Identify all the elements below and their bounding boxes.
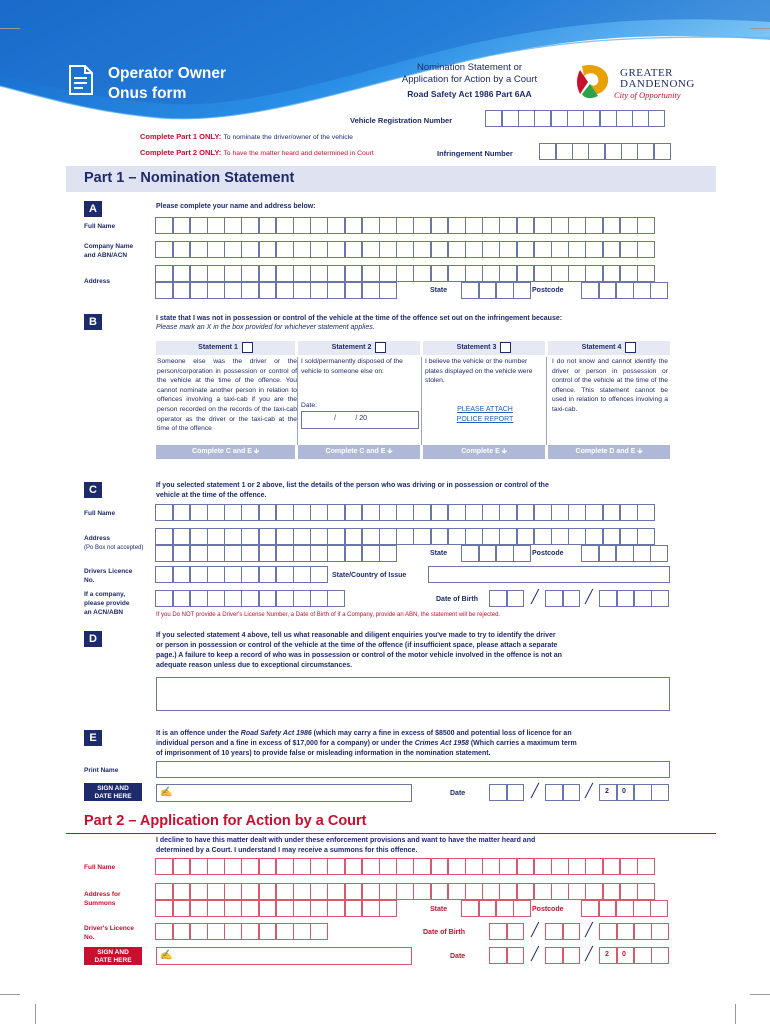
p2-licence-label: Driver's Licence No. [84, 925, 134, 941]
statement4-footer: Complete D and E 🡳 [548, 445, 670, 459]
a-address-label: Address [84, 278, 111, 285]
p2-state-boxes[interactable] [462, 900, 531, 917]
statement4-checkbox[interactable] [625, 342, 636, 353]
date-separator-icon: ╱ [531, 922, 539, 937]
c-licence-label: Drivers Licence No. [84, 568, 133, 584]
section-b-intro: I state that I was not in possession or control of the vehicle at the time of the offence set out on the infringement because: [156, 315, 563, 322]
e-date-year-boxes[interactable] [600, 784, 669, 801]
pen-icon: ✍ [160, 787, 173, 798]
date-separator-icon: ╱ [585, 589, 593, 604]
e-year-digit: 2 [605, 788, 609, 795]
c-state-country-label: State/Country of Issue [332, 572, 407, 579]
d-enquiries-textarea[interactable] [156, 677, 670, 711]
a-company-boxes[interactable] [156, 241, 655, 258]
statement-divider [546, 357, 547, 445]
part2-rule [66, 833, 716, 834]
p2-full-name-boxes[interactable] [156, 858, 655, 875]
e-sign-here-badge: SIGN AND DATE HERE [84, 783, 142, 801]
c-licence-boxes[interactable] [156, 566, 328, 583]
statement1-text: Someone else was the driver or the person/corporation in possession or control of the vehicle at the time of the offence. You cannot nominate another person in relation to offences involving a taxi-cab if you are the person recorded on the records of the taxi-cab operator as the driver or the taxi-cab at the time of the offence [157, 358, 297, 433]
date-separator-icon: ╱ [531, 946, 539, 961]
p2-dob-year-boxes[interactable] [600, 923, 669, 940]
crop-mark [750, 994, 770, 995]
p2-dob-label: Date of Birth [423, 929, 465, 936]
c-state-country-field[interactable] [428, 566, 670, 583]
p2-dob-month-boxes[interactable] [546, 923, 580, 940]
section-c-intro: If you selected statement 1 or 2 above, list the details of the person who was driving or in possession or control of the vehicle at the time of the offence. [156, 482, 549, 499]
p2-state-label: State [430, 906, 448, 913]
p2-year-digit: 2 [605, 951, 609, 958]
section-d-badge: D [84, 631, 102, 647]
crop-mark [35, 1004, 36, 1024]
section-b-badge: B [84, 314, 102, 330]
statement2-footer: Complete C and E 🡳 [298, 445, 420, 459]
c-rejection-note: If you Do NOT provide a Driver's License Number, a Date of Birth of if a Company, provide an ABN, the statement will be rejected. [156, 612, 501, 618]
form-subtitle: Nomination Statement or Application for Action by a Court Road Safety Act 1986 Part 6AA [401, 62, 538, 99]
a-full-name-boxes[interactable] [156, 217, 655, 234]
part1-instruction: Complete Part 1 ONLY: To nominate the driver/owner of the vehicle [140, 132, 353, 141]
crop-mark [0, 28, 20, 29]
section-e-badge: E [84, 730, 102, 746]
p2-postcode-boxes[interactable] [582, 900, 668, 917]
section-a-intro: Please complete your name and address below: [156, 203, 316, 210]
c-company-abn-boxes[interactable] [156, 590, 345, 607]
e-print-name-field[interactable] [156, 761, 670, 778]
c-address-boxes-line2[interactable] [156, 545, 397, 562]
pen-icon: ✍ [160, 950, 173, 961]
infringement-number-label: Infringement Number [437, 149, 513, 158]
p2-licence-boxes[interactable] [156, 923, 328, 940]
part2-title: Part 2 – Application for Action by a Court [84, 813, 367, 829]
p2-address-boxes-line1[interactable] [156, 883, 655, 900]
a-state-label: State [430, 287, 448, 294]
c-address-boxes-line1[interactable] [156, 528, 655, 545]
p2-date-month-boxes[interactable] [546, 947, 580, 964]
p2-signature-field[interactable] [156, 947, 412, 965]
statement-divider [421, 357, 422, 445]
date-separator-icon: ╱ [585, 946, 593, 961]
statement3-attach-link[interactable]: PLEASE ATTACH POLICE REPORT [456, 406, 514, 423]
crop-mark [0, 994, 20, 995]
statement3-checkbox[interactable] [500, 342, 511, 353]
statement1-header: Statement 1 [156, 341, 295, 355]
logo-tagline: City of Opportunity [614, 90, 681, 100]
part1-title: Part 1 – Nomination Statement [84, 170, 295, 186]
statement4-header: Statement 4 [548, 341, 670, 355]
statement2-text: I sold/permanently disposed of the vehicle to someone else on: [301, 358, 403, 375]
p2-year-digit: 0 [622, 951, 626, 958]
c-state-boxes[interactable] [462, 545, 531, 562]
statement1-checkbox[interactable] [242, 342, 253, 353]
section-b-hint: Please mark an X in the box provided for whichever statement applies. [156, 324, 375, 331]
date-separator-icon: ╱ [531, 589, 539, 604]
e-signature-field[interactable] [156, 784, 412, 802]
vehicle-registration-boxes[interactable] [486, 110, 665, 127]
c-full-name-boxes[interactable] [156, 504, 655, 521]
part2-instruction: Complete Part 2 ONLY: To have the matter heard and determined in Court [140, 148, 374, 157]
a-company-label: Company Name and ABN/ACN [84, 243, 134, 259]
statement-divider [297, 357, 298, 445]
a-postcode-boxes[interactable] [582, 282, 668, 299]
crop-mark [750, 28, 770, 29]
p2-dob-day-boxes[interactable] [490, 923, 524, 940]
section-c-badge: C [84, 482, 102, 498]
a-postcode-label: Postcode [532, 287, 564, 294]
e-print-name-label: Print Name [84, 767, 119, 774]
a-address-boxes-line2[interactable] [156, 282, 397, 299]
p2-full-name-label: Full Name [84, 864, 116, 871]
c-dob-month-boxes[interactable] [546, 590, 580, 607]
c-dob-label: Date of Birth [436, 596, 478, 603]
c-full-name-label: Full Name [84, 510, 116, 517]
e-date-month-boxes[interactable] [546, 784, 580, 801]
statement1-footer: Complete C and E 🡳 [156, 445, 295, 459]
c-postcode-label: Postcode [532, 550, 564, 557]
p2-postcode-label: Postcode [532, 906, 564, 913]
p2-date-day-boxes[interactable] [490, 947, 524, 964]
c-postcode-boxes[interactable] [582, 545, 668, 562]
p2-sign-here-badge: SIGN AND DATE HERE [84, 947, 142, 965]
part2-text: I decline to have this matter dealt with under these enforcement provisions and want to have the matter heard and determined by a Court. I understand I may receive a summons for this offence. [156, 837, 536, 854]
statement2-date-label: Date: [301, 402, 317, 409]
date-separator-icon: ╱ [585, 783, 593, 798]
crop-mark [735, 1004, 736, 1024]
e-date-label: Date [450, 790, 466, 797]
infringement-number-boxes[interactable] [540, 143, 671, 160]
p2-address-boxes-line2[interactable] [156, 900, 397, 917]
section-e-text: It is an offence under the Road Safety Act 1986 (which may carry a fine in excess of $8500 and potential loss of licence for an individual person and a fine in excess of $17,000 for a company) or under the Crimes Act 1958 (Which carries a maximum term of imprisonment of 10 years) to provide false or misleading information in the nomination statement. [156, 730, 577, 757]
c-dob-year-boxes[interactable] [600, 590, 669, 607]
a-state-boxes[interactable] [462, 282, 531, 299]
statement2-checkbox[interactable] [375, 342, 386, 353]
logo-wordmark: GREATER DANDENONG [620, 67, 695, 90]
p2-date-label: Date [450, 953, 466, 960]
statement2-date-template: / / 20 [334, 415, 368, 422]
statement3-text: I believe the vehicle or the number plates displayed on the vehicle were stolen. [425, 358, 533, 385]
statement3-header: Statement 3 [423, 341, 545, 355]
section-d-text: If you selected statement 4 above, tell us what reasonable and diligent enquiries you've made to try to identify the driver or person in possession or control of the vehicle at the time of the offence (if insufficient space, please attach a separate page.) A failure to keep a record of who was in possession or control of the motor vehicle involved in the offence is not an adequate reason unless due to exceptional circumstances. [156, 632, 562, 669]
date-separator-icon: ╱ [585, 922, 593, 937]
date-separator-icon: ╱ [531, 783, 539, 798]
c-company-label: If a company, please provide an ACN/ABN [84, 591, 130, 616]
form-title: Operator Owner Onus form [108, 65, 226, 102]
e-date-day-boxes[interactable] [490, 784, 524, 801]
c-address-label: Address [84, 535, 111, 542]
form-document-icon [68, 64, 94, 96]
c-state-label: State [430, 550, 448, 557]
a-address-boxes-line1[interactable] [156, 265, 655, 282]
statement2-header: Statement 2 [298, 341, 420, 355]
statement3-footer: Complete E 🡳 [423, 445, 545, 459]
p2-address-label: Address for Summons [84, 891, 121, 907]
c-dob-day-boxes[interactable] [490, 590, 524, 607]
a-full-name-label: Full Name [84, 223, 116, 230]
c-address-note: (Po Box not accepted) [84, 545, 144, 551]
e-year-digit: 0 [622, 788, 626, 795]
p2-date-year-boxes[interactable] [600, 947, 669, 964]
statement4-text: I do not know and cannot identify the driver or person in possession or control of the vehicle at the time of the offence. This statement cannot be used in relation to offences involving a taxi-cab. [552, 358, 668, 413]
vehicle-registration-label: Vehicle Registration Number [350, 116, 453, 125]
section-a-badge: A [84, 201, 102, 217]
